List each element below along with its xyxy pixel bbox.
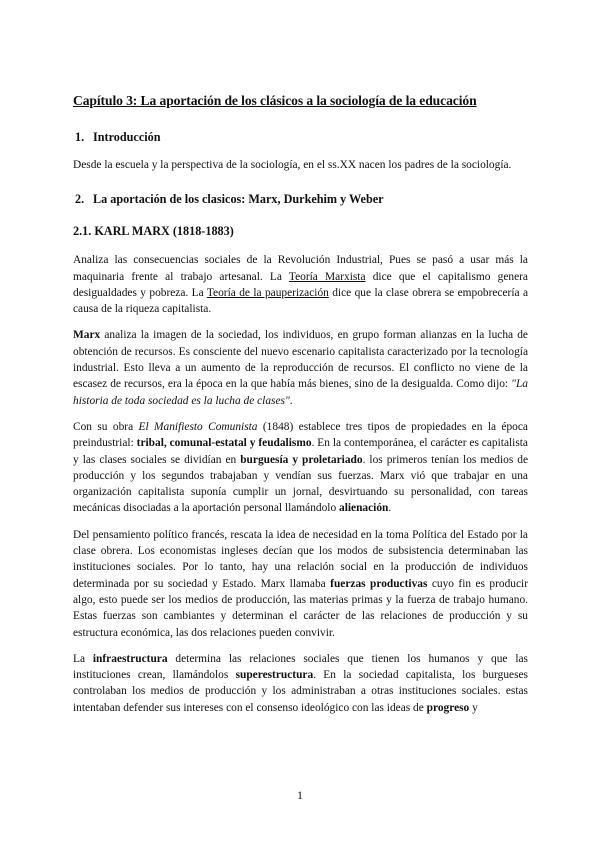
page-number: 1 [297, 788, 303, 802]
book-title: El Manifiesto Comunista [138, 420, 258, 433]
section-number: 1. [75, 130, 85, 144]
teoria-pauperizacion-term: Teoría de la pauperización [206, 286, 329, 299]
paragraph-manifiesto: Con su obra El Manifiesto Comunista (1848) establece tres tipos de propiedades en la época preindustrial: tribal, comunal-estatal y feudalismo. En la contemporánea, el carácter es capitalista y las clases sociales se dividían en burguesía y proletariado. los primeros tenían los medios de producción y los segundos trabajaban y vendían sus fuerzas. Marx vió que trabajar en una organización capitalista suponía cumplir un jornal, desvirtuando su personalidad, con tareas mecánicas disociadas a la aportación personal llamándolo alienación. [73, 420, 529, 515]
section-heading-introduccion [73, 129, 528, 145]
marx-term: Marx [73, 329, 101, 342]
fuerzas-productivas-term: fuerzas productivas [330, 577, 428, 590]
subsection-heading-karl-marx: 2.1. KARL MARX (1818-1883) [73, 224, 234, 239]
chapter-title: Capítulo 3: La aportación de los clásicos a la sociología de la educación [73, 93, 477, 108]
section-title: Introducción [93, 130, 161, 144]
alienacion-term: alienación [339, 502, 389, 515]
superestructura-term: superestructura [235, 669, 314, 682]
clases-term: burguesía y proletariado [240, 453, 363, 466]
teoria-marxista-term: Teoría Marxista [288, 270, 366, 283]
progreso-term: progreso [426, 701, 470, 714]
document-body [73, 92, 528, 716]
section-heading-aportacion [73, 191, 528, 207]
section-number: 2. [75, 192, 85, 207]
paragraph-infraestructura: La infraestructura determina las relaciones sociales que tienen los humanos y que las instituciones crean, llamándolos superestructura. En la sociedad capitalista, los burgueses controlaban los medios de producción y los administraban a otras instituciones sociales. estas intentaban defender sus intereses con el consenso ideológico con las ideas de progreso y [73, 652, 528, 714]
section-title: La aportación de los clasicos: Marx, Durkehim y Weber [93, 192, 384, 207]
paragraph-marx-sociedad: Marx analiza la imagen de la sociedad, los individuos, en grupo forman alianzas en la lucha de obtención de recursos. Es consciente del nuevo escenario capitalista caracterizado por la tecnología industrial. Esto lleva a un aumento de la reproducción de recursos. El conflicto no viene de la escasez de recursos, era la época en la que había más bienes, sino de la desigualda. Como dijo: "La historia de toda sociedad es la lucha de clases". [73, 329, 528, 407]
quote: "La historia de toda sociedad es la lucha de clases" [73, 378, 528, 407]
paragraph-pensamiento-politico: Del pensamiento político francés, rescata la idea de necesidad en la toma Política del Estado por la clase obrera. Los economistas ingleses decían que los modos de subsistencia determinaban las instituciones sociales. Por lo tanto, hay una relación social en la producción de individuos determinada por su sociedad y Estado. Marx llamaba fuerzas productivas cuyo fin es producir algo, esto puede ser los medios de producción, las materias primas y la fuerza de trabajo humano. Estas fuerzas son cambiantes y determinan el carácter de las relaciones de producción y su estructura económica, las dos relaciones pueden convivir. [73, 528, 528, 639]
intro-paragraph: Desde la escuela y la perspectiva de la sociología, en el ss.XX nacen los padres de la sociología. [73, 159, 512, 171]
propiedades-term: tribal, comunal-estatal y feudalismo [136, 437, 312, 450]
infraestructura-term: infraestructura [92, 652, 168, 665]
paragraph-revolucion-industrial: Analiza las consecuencias sociales de la Revolución Industrial, Pues se pasó a usar más la maquinaria frente al trabajo artesanal. La Teoría Marxista dice que el capitalismo genera desigualdades y pobreza. La Teoría de la pauperización dice que la clase obrera se empobrecería a causa de la riqueza capitalista. [73, 254, 529, 316]
